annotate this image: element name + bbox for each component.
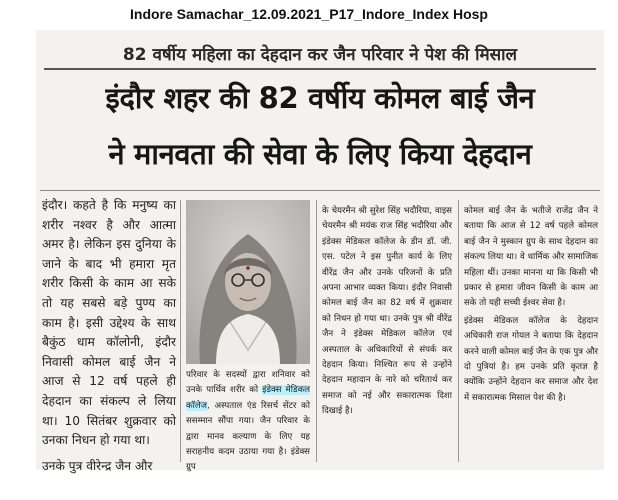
- column-divider: [180, 200, 181, 462]
- source-label: Indore Samachar_12.09.2021_P17_Indore_Index Hosp: [130, 6, 488, 22]
- divider: [40, 190, 600, 191]
- article-paragraph: इंडेक्स मेडिकल कॉलेज के देहदान अधिकारी राज गोयल ने बताया कि देहदान करने वाली कोमल बाई जैन के एक पुत्र और दो पुत्रियां है। हम उनके प्रति कृतज्ञ है क्योंकि उन्होंने देहदान कर समाज और देश में सकारात्मक मिसाल पेश की है।: [464, 315, 598, 403]
- kicker-headline: 82 वर्षीय महिला का देहदान कर जैन परिवार ने पेश की मिसाल: [122, 45, 518, 65]
- column-divider: [458, 200, 459, 462]
- divider: [44, 68, 596, 70]
- newspaper-clipping: [36, 30, 604, 473]
- article-column-2: [186, 368, 310, 473]
- portrait-image: [186, 200, 310, 364]
- article-paragraph: उनके पुत्र वीरेन्द्र जैन और: [42, 458, 153, 473]
- article-paragraph: [186, 368, 310, 476]
- column-divider: [316, 200, 317, 462]
- article-paragraph: कोमल बाई जैन के भतीजे राजेंद्र जैन ने बताया कि आज से 12 वर्ष पहले कोमल बाई जैन ने मुस्कान ग्रुप के साथ देहदान का संकल्प लिया था। वे धार्मिक और सामाजिक महिला थीं। उनका मानना था कि किसी भी प्रकार से हमारा जीवन किसी के काम आ सके तो यही सच्ची ईश्वर सेवा है।: [464, 206, 598, 309]
- article-text: , अस्पताल एंड रिसर्च सेंटर को ससम्मान सौंपा गया। जैन परिवार के द्वारा मानव कल्याण के लिए यह सराहनीय कदम उठाया गया है। इंडेक्स ग्रुप: [186, 400, 310, 473]
- portrait-photo: [186, 200, 310, 364]
- headline-line-1: इंदौर शहर की 82 वर्षीय कोमल बाई जैन: [105, 81, 535, 115]
- article-column-4: [464, 204, 598, 466]
- article-column-3: [322, 204, 452, 466]
- article-column-1: [42, 196, 176, 473]
- article-text: परिवार के सदस्यों द्वारा शनिवार को उनके पार्थिव शरीर को: [186, 370, 310, 396]
- article-paragraph: इंदौर। कहते है कि मनुष्य का शरीर नश्वर है और आत्मा अमर है। लेकिन इस दुनिया के जाने के बाद भी हमारा मृत शरीर किसी के काम आ सके तो यह सबसे बड़े पुण्य का काम है। इसी उद्देश्य के साथ बैकुंठ धाम कॉलोनी, इंदौर निवासी कोमल बाई जैन ने आज से 12 वर्ष पहले ही देहदान का संकल्प ले लिया था। 10 सितंबर शुक्रवार को उनका निधन हो गया था।: [42, 198, 176, 448]
- headline-line-2: ने मानवता की सेवा के लिए किया देहदान: [108, 137, 532, 171]
- highlighted-text: इंडेक्स मेडिकल कॉलेज: [186, 385, 310, 411]
- article-paragraph: के चेयरमैन श्री सुरेश सिंह भदौरिया, वाइस चेयरमैन श्री मयंक राज सिंह भदौरिया और इंडेक्स मेडिकल कॉलेज के डीन डॉ. जी. एस. पटेल ने इस पुनीत कार्य के लिए वीरेंद्र जैन और उनके परिजनों के प्रति अपना आभार व्यक्त किया। इंदौर निवासी कोमल बाई जैन का 82 वर्ष में शुक्रवार को निधन हो गया था। उनके पुत्र श्री वीरेंद्र जैन ने इंडेक्स मेडिकल कॉलेज एवं अस्पताल के अधिकारियों से संपर्क कर देहदान किया। निश्चित रूप से उन्होंने देहदान महादान के नारे को चरितार्थ कर समाज को नई और सकारात्मक दिशा दिखाई है।: [322, 206, 452, 417]
